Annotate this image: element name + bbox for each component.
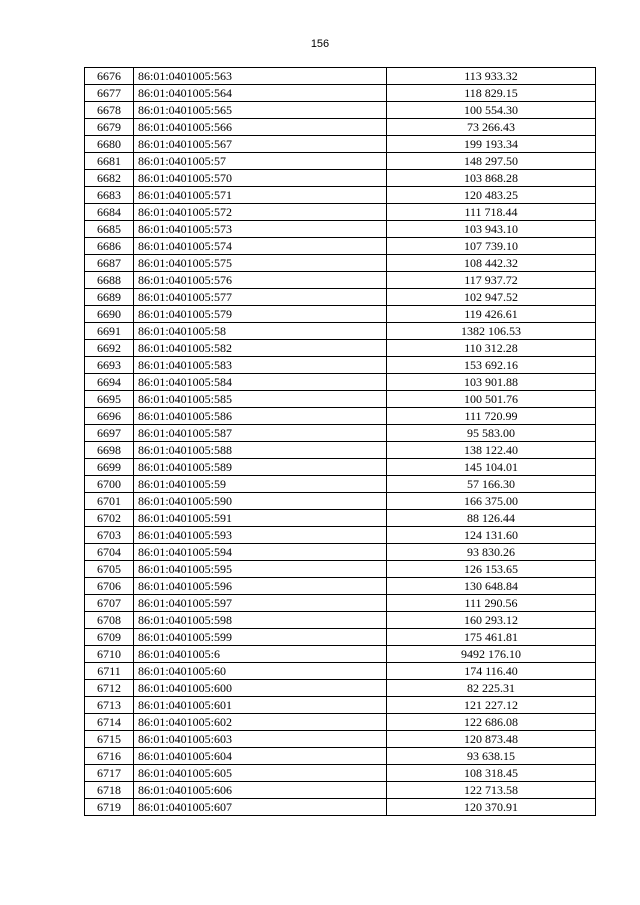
value-cell: 120 873.48	[387, 731, 596, 748]
table-row	[85, 782, 596, 799]
table-row	[85, 238, 596, 255]
cadastral-number-cell: 86:01:0401005:607	[134, 799, 387, 816]
cadastral-number-cell: 86:01:0401005:574	[134, 238, 387, 255]
value-cell: 138 122.40	[387, 442, 596, 459]
row-number-cell: 6688	[85, 272, 134, 289]
value-cell: 111 718.44	[387, 204, 596, 221]
table-row	[85, 391, 596, 408]
row-number-cell: 6707	[85, 595, 134, 612]
row-number-cell: 6694	[85, 374, 134, 391]
value-cell: 88 126.44	[387, 510, 596, 527]
row-number-cell: 6698	[85, 442, 134, 459]
value-cell: 93 638.15	[387, 748, 596, 765]
table-row	[85, 612, 596, 629]
table-row	[85, 425, 596, 442]
cadastral-number-cell: 86:01:0401005:570	[134, 170, 387, 187]
value-cell: 108 318.45	[387, 765, 596, 782]
table-row	[85, 357, 596, 374]
row-number-cell: 6701	[85, 493, 134, 510]
value-cell: 126 153.65	[387, 561, 596, 578]
row-number-cell: 6704	[85, 544, 134, 561]
table-row	[85, 289, 596, 306]
row-number-cell: 6711	[85, 663, 134, 680]
cadastral-number-cell: 86:01:0401005:573	[134, 221, 387, 238]
row-number-cell: 6712	[85, 680, 134, 697]
row-number-cell: 6681	[85, 153, 134, 170]
value-cell: 103 943.10	[387, 221, 596, 238]
value-cell: 1382 106.53	[387, 323, 596, 340]
value-cell: 102 947.52	[387, 289, 596, 306]
table-row	[85, 306, 596, 323]
table-row	[85, 663, 596, 680]
value-cell: 113 933.32	[387, 68, 596, 85]
table-row	[85, 765, 596, 782]
table-body	[85, 68, 596, 816]
cadastral-number-cell: 86:01:0401005:576	[134, 272, 387, 289]
row-number-cell: 6686	[85, 238, 134, 255]
value-cell: 130 648.84	[387, 578, 596, 595]
row-number-cell: 6687	[85, 255, 134, 272]
row-number-cell: 6702	[85, 510, 134, 527]
value-cell: 145 104.01	[387, 459, 596, 476]
value-cell: 118 829.15	[387, 85, 596, 102]
table-row	[85, 102, 596, 119]
cadastral-number-cell: 86:01:0401005:600	[134, 680, 387, 697]
value-cell: 153 692.16	[387, 357, 596, 374]
cadastral-number-cell: 86:01:0401005:596	[134, 578, 387, 595]
cadastral-number-cell: 86:01:0401005:577	[134, 289, 387, 306]
cadastral-number-cell: 86:01:0401005:563	[134, 68, 387, 85]
cadastral-number-cell: 86:01:0401005:582	[134, 340, 387, 357]
value-cell: 122 686.08	[387, 714, 596, 731]
value-cell: 108 442.32	[387, 255, 596, 272]
cadastral-number-cell: 86:01:0401005:58	[134, 323, 387, 340]
table-row	[85, 646, 596, 663]
table-row	[85, 255, 596, 272]
cadastral-number-cell: 86:01:0401005:59	[134, 476, 387, 493]
cadastral-number-cell: 86:01:0401005:585	[134, 391, 387, 408]
cadastral-number-cell: 86:01:0401005:589	[134, 459, 387, 476]
table-row	[85, 408, 596, 425]
row-number-cell: 6682	[85, 170, 134, 187]
row-number-cell: 6710	[85, 646, 134, 663]
row-number-cell: 6693	[85, 357, 134, 374]
table-row	[85, 323, 596, 340]
table-row	[85, 153, 596, 170]
cadastral-number-cell: 86:01:0401005:564	[134, 85, 387, 102]
row-number-cell: 6695	[85, 391, 134, 408]
table-row	[85, 629, 596, 646]
table-row	[85, 527, 596, 544]
value-cell: 103 868.28	[387, 170, 596, 187]
table-row	[85, 459, 596, 476]
value-cell: 119 426.61	[387, 306, 596, 323]
row-number-cell: 6696	[85, 408, 134, 425]
cadastral-number-cell: 86:01:0401005:57	[134, 153, 387, 170]
table-row	[85, 731, 596, 748]
table-row	[85, 187, 596, 204]
row-number-cell: 6706	[85, 578, 134, 595]
cadastral-number-cell: 86:01:0401005:566	[134, 119, 387, 136]
value-cell: 111 720.99	[387, 408, 596, 425]
row-number-cell: 6676	[85, 68, 134, 85]
table-row	[85, 85, 596, 102]
table-row	[85, 493, 596, 510]
table-row	[85, 119, 596, 136]
value-cell: 100 554.30	[387, 102, 596, 119]
table-row	[85, 578, 596, 595]
cadastral-number-cell: 86:01:0401005:601	[134, 697, 387, 714]
table-row	[85, 680, 596, 697]
cadastral-number-cell: 86:01:0401005:599	[134, 629, 387, 646]
cadastral-number-cell: 86:01:0401005:597	[134, 595, 387, 612]
table-row	[85, 68, 596, 85]
value-cell: 100 501.76	[387, 391, 596, 408]
value-cell: 73 266.43	[387, 119, 596, 136]
row-number-cell: 6717	[85, 765, 134, 782]
table-row	[85, 170, 596, 187]
cadastral-number-cell: 86:01:0401005:587	[134, 425, 387, 442]
row-number-cell: 6684	[85, 204, 134, 221]
row-number-cell: 6690	[85, 306, 134, 323]
value-cell: 107 739.10	[387, 238, 596, 255]
row-number-cell: 6692	[85, 340, 134, 357]
table-row	[85, 136, 596, 153]
cadastral-number-cell: 86:01:0401005:602	[134, 714, 387, 731]
cadastral-number-cell: 86:01:0401005:6	[134, 646, 387, 663]
row-number-cell: 6678	[85, 102, 134, 119]
value-cell: 148 297.50	[387, 153, 596, 170]
row-number-cell: 6683	[85, 187, 134, 204]
cadastral-value-table	[84, 67, 596, 816]
table-row	[85, 748, 596, 765]
row-number-cell: 6677	[85, 85, 134, 102]
cadastral-number-cell: 86:01:0401005:606	[134, 782, 387, 799]
row-number-cell: 6715	[85, 731, 134, 748]
row-number-cell: 6689	[85, 289, 134, 306]
cadastral-number-cell: 86:01:0401005:605	[134, 765, 387, 782]
table-row	[85, 442, 596, 459]
value-cell: 93 830.26	[387, 544, 596, 561]
table-row	[85, 561, 596, 578]
value-cell: 95 583.00	[387, 425, 596, 442]
cadastral-number-cell: 86:01:0401005:603	[134, 731, 387, 748]
table-row	[85, 272, 596, 289]
table-row	[85, 799, 596, 816]
row-number-cell: 6713	[85, 697, 134, 714]
cadastral-number-cell: 86:01:0401005:586	[134, 408, 387, 425]
value-cell: 121 227.12	[387, 697, 596, 714]
cadastral-number-cell: 86:01:0401005:604	[134, 748, 387, 765]
cadastral-number-cell: 86:01:0401005:588	[134, 442, 387, 459]
row-number-cell: 6709	[85, 629, 134, 646]
row-number-cell: 6714	[85, 714, 134, 731]
cadastral-number-cell: 86:01:0401005:598	[134, 612, 387, 629]
value-cell: 120 370.91	[387, 799, 596, 816]
cadastral-number-cell: 86:01:0401005:590	[134, 493, 387, 510]
cadastral-number-cell: 86:01:0401005:60	[134, 663, 387, 680]
cadastral-number-cell: 86:01:0401005:594	[134, 544, 387, 561]
row-number-cell: 6719	[85, 799, 134, 816]
cadastral-number-cell: 86:01:0401005:565	[134, 102, 387, 119]
value-cell: 9492 176.10	[387, 646, 596, 663]
cadastral-number-cell: 86:01:0401005:595	[134, 561, 387, 578]
page-number: 156	[310, 38, 330, 50]
value-cell: 110 312.28	[387, 340, 596, 357]
row-number-cell: 6685	[85, 221, 134, 238]
value-cell: 166 375.00	[387, 493, 596, 510]
table-row	[85, 544, 596, 561]
row-number-cell: 6700	[85, 476, 134, 493]
cadastral-number-cell: 86:01:0401005:579	[134, 306, 387, 323]
table-row	[85, 476, 596, 493]
table-row	[85, 697, 596, 714]
value-cell: 111 290.56	[387, 595, 596, 612]
table-row	[85, 510, 596, 527]
cadastral-number-cell: 86:01:0401005:572	[134, 204, 387, 221]
cadastral-number-cell: 86:01:0401005:591	[134, 510, 387, 527]
value-cell: 175 461.81	[387, 629, 596, 646]
row-number-cell: 6716	[85, 748, 134, 765]
cadastral-number-cell: 86:01:0401005:584	[134, 374, 387, 391]
row-number-cell: 6708	[85, 612, 134, 629]
value-cell: 174 116.40	[387, 663, 596, 680]
cadastral-number-cell: 86:01:0401005:571	[134, 187, 387, 204]
row-number-cell: 6703	[85, 527, 134, 544]
row-number-cell: 6691	[85, 323, 134, 340]
cadastral-number-cell: 86:01:0401005:593	[134, 527, 387, 544]
value-cell: 122 713.58	[387, 782, 596, 799]
value-cell: 82 225.31	[387, 680, 596, 697]
row-number-cell: 6705	[85, 561, 134, 578]
row-number-cell: 6699	[85, 459, 134, 476]
value-cell: 117 937.72	[387, 272, 596, 289]
cadastral-number-cell: 86:01:0401005:583	[134, 357, 387, 374]
row-number-cell: 6679	[85, 119, 134, 136]
table-row	[85, 340, 596, 357]
value-cell: 57 166.30	[387, 476, 596, 493]
cadastral-number-cell: 86:01:0401005:567	[134, 136, 387, 153]
row-number-cell: 6697	[85, 425, 134, 442]
row-number-cell: 6680	[85, 136, 134, 153]
table-row	[85, 374, 596, 391]
table-row	[85, 204, 596, 221]
value-cell: 103 901.88	[387, 374, 596, 391]
table-row	[85, 221, 596, 238]
cadastral-number-cell: 86:01:0401005:575	[134, 255, 387, 272]
table-row	[85, 595, 596, 612]
row-number-cell: 6718	[85, 782, 134, 799]
value-cell: 120 483.25	[387, 187, 596, 204]
value-cell: 124 131.60	[387, 527, 596, 544]
value-cell: 199 193.34	[387, 136, 596, 153]
table-row	[85, 714, 596, 731]
value-cell: 160 293.12	[387, 612, 596, 629]
